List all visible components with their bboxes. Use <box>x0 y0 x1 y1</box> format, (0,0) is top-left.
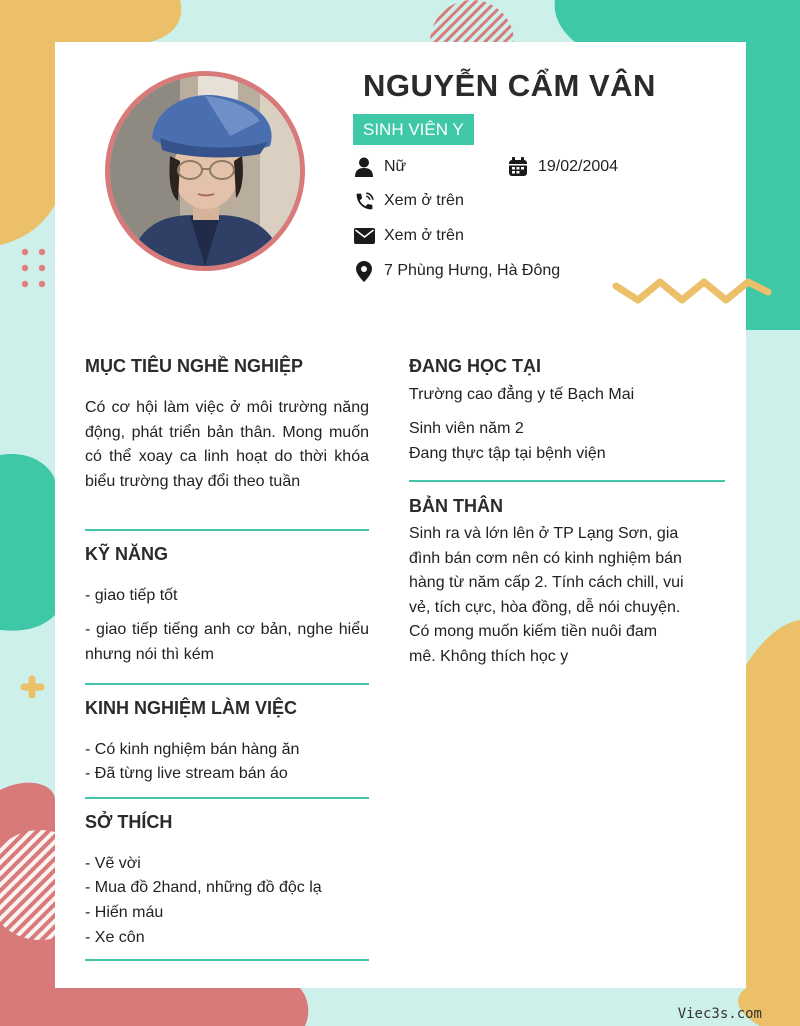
divider <box>85 797 369 799</box>
role-badge: SINH VIÊN Y <box>353 114 474 145</box>
about-line: Sinh ra và lớn lên ở TP Lạng Sơn, gia <box>409 525 679 542</box>
avatar <box>110 76 300 266</box>
experience-item: - Đã từng live stream bán áo <box>85 765 288 782</box>
birthdate-row <box>507 156 618 178</box>
user-icon <box>353 156 375 178</box>
phone-row <box>353 190 464 212</box>
brand-watermark: Viec3s.com <box>677 1006 762 1022</box>
about-title: BẢN THÂN <box>409 496 503 516</box>
hobby-item: - Mua đồ 2hand, những đồ độc lạ <box>85 879 322 896</box>
avatar-frame <box>105 71 305 271</box>
address-row <box>353 260 560 282</box>
gender-value: Nữ <box>384 158 407 175</box>
hobby-item: - Xe côn <box>85 929 145 946</box>
about-line: đình bán cơm nên có kinh nghiệm bán <box>409 549 682 567</box>
experience-item: - Có kinh nghiệm bán hàng ăn <box>85 741 300 758</box>
hobbies-title: SỞ THÍCH <box>85 812 173 832</box>
teal-blob-left <box>0 454 55 631</box>
education-year: Sinh viên năm 2 <box>409 420 524 437</box>
skills-title: KỸ NĂNG <box>85 544 169 564</box>
skill-item: - giao tiếp tốt <box>85 587 178 604</box>
hobby-item: - Vẽ vời <box>85 855 141 872</box>
about-line: Có mong muốn kiếm tiền nuôi đam <box>409 623 658 640</box>
education-school: Trường cao đẳng y tế Bạch Mai <box>409 386 635 403</box>
hobby-item: - Hiến máu <box>85 904 164 921</box>
about-line: hàng từ năm cấp 2. Tính cách chill, vui <box>409 574 684 591</box>
skill-item: - giao tiếp tiếng anh cơ bản, nghe hiểu nhưng nói thì kém <box>85 621 369 663</box>
plus-decoration <box>24 679 41 695</box>
about-text <box>409 522 684 669</box>
yellow-blob-right <box>738 620 800 1026</box>
email-value: Xem ở trên <box>384 227 464 244</box>
career-objective-text: Có cơ hội làm việc ở môi trường năng động, phát triển bản thân. Mong muốn có thể xoay ca linh hoạt do thời khóa biểu trường thay đổi theo tuần <box>85 399 369 490</box>
envelope-icon <box>353 225 375 247</box>
about-line: mê. Không thích học y <box>409 647 569 665</box>
calendar-icon <box>507 156 529 178</box>
divider <box>409 480 725 482</box>
phone-value: Xem ở trên <box>384 192 464 209</box>
zigzag-decoration <box>610 272 780 312</box>
divider <box>85 683 369 685</box>
phone-icon <box>353 190 375 212</box>
career-objective-title: MỤC TIÊU NGHỀ NGHIỆP <box>85 356 304 376</box>
experience-title: KINH NGHIỆM LÀM VIỆC <box>85 698 298 718</box>
candidate-name: NGUYỄN CẨM VÂN <box>363 68 656 103</box>
map-pin-icon <box>353 260 375 282</box>
address-value: 7 Phùng Hưng, Hà Đông <box>384 262 561 279</box>
divider <box>85 529 369 531</box>
education-status: Đang thực tập tại bệnh viện <box>409 445 606 462</box>
email-row <box>353 225 464 247</box>
birthdate-value: 19/02/2004 <box>538 158 619 175</box>
divider <box>85 959 369 961</box>
education-title: ĐANG HỌC TẠI <box>409 356 541 376</box>
gender-row <box>353 156 406 178</box>
about-line: vẻ, tích cực, hòa đồng, dễ nói chuyện. <box>409 598 681 616</box>
